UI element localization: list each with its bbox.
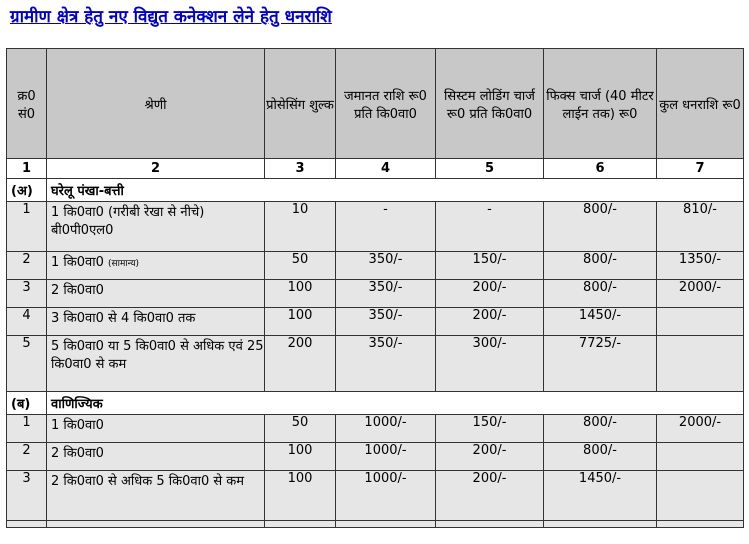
table-row — [7, 415, 744, 443]
row-category: 5 कि0वा0 या 5 कि0वा0 से अधिक एवं 25 कि0वा0 से कम — [47, 336, 265, 392]
row-category — [47, 252, 265, 280]
table-row — [7, 280, 744, 308]
header-processing-fee: प्रोसेसिंग शुल्क — [265, 49, 336, 159]
section-header-commercial — [7, 392, 744, 415]
row-security-amount: 350/- — [336, 336, 436, 392]
row-category-note: (सामान्य) — [108, 259, 140, 269]
row-processing-fee: 100 — [265, 280, 336, 308]
row-total-amount: 2000/- — [657, 280, 744, 308]
row-system-loading-charge: 200/- — [436, 471, 544, 521]
row-total-amount: 810/- — [657, 202, 744, 252]
column-number: 1 — [7, 159, 47, 179]
row-processing-fee: 100 — [265, 308, 336, 336]
row-category: 2 कि0वा0 — [47, 443, 265, 471]
row-total-amount — [657, 443, 744, 471]
row-processing-fee: 100 — [265, 443, 336, 471]
row-sno: 1 — [7, 415, 47, 443]
row-security-amount: 1000/- — [336, 443, 436, 471]
row-system-loading-charge: 200/- — [436, 308, 544, 336]
connection-charges-table — [6, 48, 744, 528]
row-fixed-charge: 800/- — [544, 280, 657, 308]
row-total-amount — [657, 336, 744, 392]
row-processing-fee: 50 — [265, 252, 336, 280]
header-category: श्रेणी — [47, 49, 265, 159]
row-fixed-charge: 1450/- — [544, 471, 657, 521]
row-category-text: 1 कि0वा0 — [51, 255, 104, 270]
row-sno: 3 — [7, 471, 47, 521]
row-security-amount: 350/- — [336, 308, 436, 336]
row-sno: 1 — [7, 202, 47, 252]
row-system-loading-charge: 150/- — [436, 415, 544, 443]
row-fixed-charge: 800/- — [544, 202, 657, 252]
column-number-row — [7, 159, 744, 179]
row-system-loading-charge: 200/- — [436, 280, 544, 308]
row-processing-fee: 100 — [265, 471, 336, 521]
row-category: 2 कि0वा0 से अधिक 5 कि0वा0 से कम — [47, 471, 265, 521]
column-number: 2 — [47, 159, 265, 179]
column-number: 7 — [657, 159, 744, 179]
column-number: 3 — [265, 159, 336, 179]
header-row — [7, 49, 744, 159]
row-security-amount: 1000/- — [336, 471, 436, 521]
section-title: घरेलू पंखा-बत्ती — [47, 179, 744, 202]
row-system-loading-charge: 300/- — [436, 336, 544, 392]
row-category: 1 कि0वा0 — [47, 415, 265, 443]
row-system-loading-charge: 150/- — [436, 252, 544, 280]
row-total-amount — [657, 471, 744, 521]
row-security-amount: 350/- — [336, 252, 436, 280]
row-system-loading-charge: 200/- — [436, 443, 544, 471]
row-category: 3 कि0वा0 से 4 कि0वा0 तक — [47, 308, 265, 336]
table-row — [7, 471, 744, 521]
row-fixed-charge: 800/- — [544, 443, 657, 471]
row-fixed-charge: 800/- — [544, 415, 657, 443]
page-title: ग्रामीण क्षेत्र हेतु नए विद्युत कनेक्शन लेने हेतु धनराशि — [10, 7, 332, 27]
row-processing-fee: 50 — [265, 415, 336, 443]
row-fixed-charge: 800/- — [544, 252, 657, 280]
header-fixed-charge: फिक्स चार्ज (40 मीटर लाईन तक) रू0 — [544, 49, 657, 159]
section-title: वाणिज्यिक — [47, 392, 744, 415]
header-security-amount: जमानत राशि रू0 प्रति कि0वा0 — [336, 49, 436, 159]
row-total-amount: 2000/- — [657, 415, 744, 443]
table-row — [7, 202, 744, 252]
header-system-loading-charge: सिस्टम लोडिंग चार्ज रू0 प्रति कि0वा0 — [436, 49, 544, 159]
table-row — [7, 443, 744, 471]
table-row — [7, 252, 744, 280]
truncated-row — [7, 521, 744, 528]
row-sno: 4 — [7, 308, 47, 336]
header-sno: क्र0 सं0 — [7, 49, 47, 159]
column-number: 5 — [436, 159, 544, 179]
section-header-domestic — [7, 179, 744, 202]
column-number: 6 — [544, 159, 657, 179]
row-security-amount: - — [336, 202, 436, 252]
row-processing-fee: 10 — [265, 202, 336, 252]
table-row — [7, 336, 744, 392]
section-label: (अ) — [7, 179, 47, 202]
section-label: (ब) — [7, 392, 47, 415]
row-total-amount: 1350/- — [657, 252, 744, 280]
table-row — [7, 308, 744, 336]
row-security-amount: 350/- — [336, 280, 436, 308]
column-number: 4 — [336, 159, 436, 179]
header-total-amount: कुल धनराशि रू0 — [657, 49, 744, 159]
row-category: 2 कि0वा0 — [47, 280, 265, 308]
row-system-loading-charge: - — [436, 202, 544, 252]
row-total-amount — [657, 308, 744, 336]
row-sno: 2 — [7, 443, 47, 471]
row-security-amount: 1000/- — [336, 415, 436, 443]
row-sno: 3 — [7, 280, 47, 308]
row-sno: 5 — [7, 336, 47, 392]
row-sno: 2 — [7, 252, 47, 280]
row-fixed-charge: 1450/- — [544, 308, 657, 336]
row-processing-fee: 200 — [265, 336, 336, 392]
row-fixed-charge: 7725/- — [544, 336, 657, 392]
row-category: 1 कि0वा0 (गरीबी रेखा से नीचे) बी0पी0एल0 — [47, 202, 265, 252]
